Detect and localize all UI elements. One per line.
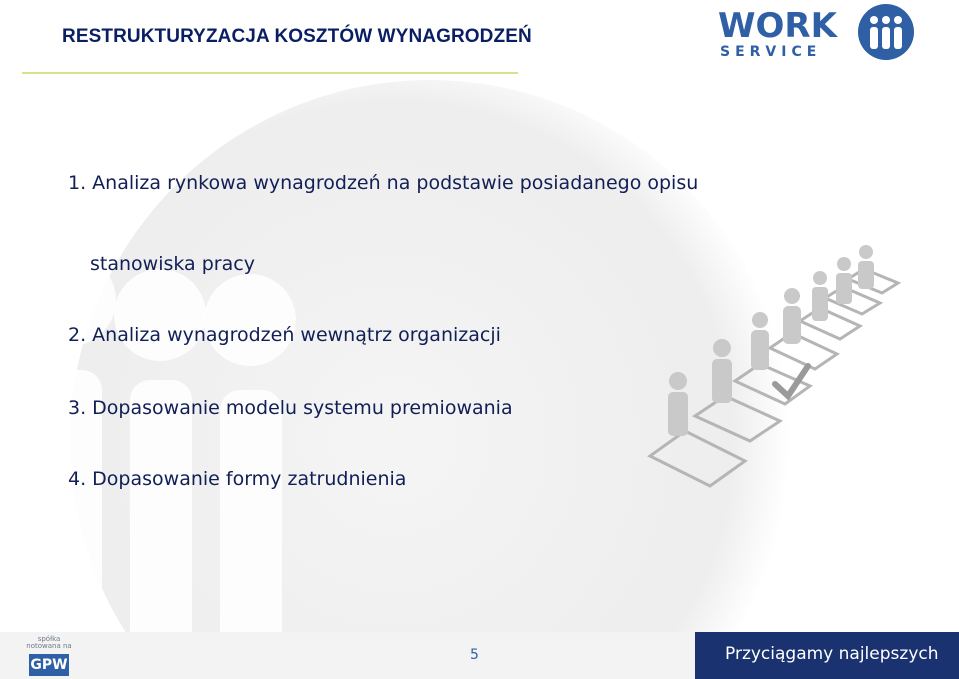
slide-title: RESTRUKTURYZACJA KOSZTÓW WYNAGRODZEŃ: [62, 26, 532, 47]
people-selection-illustration: [640, 236, 910, 491]
bullet-item-1: 1. Analiza rynkowa wynagrodzeń na podstawie posiadanego opisu: [68, 172, 699, 194]
work-service-logo: [716, 4, 916, 64]
logo-word-service: SERVICE: [720, 44, 822, 60]
page-number: 5: [470, 647, 479, 663]
logo-word-work: WORK: [718, 6, 837, 46]
bullet-item-3: 3. Dopasowanie modelu systemu premiowania: [68, 397, 513, 419]
gpw-caption: spółka notowana na: [26, 635, 72, 650]
gpw-label: GPW: [29, 654, 69, 676]
bullet-item-2: 2. Analiza wynagrodzeń wewnątrz organizacji: [68, 324, 501, 346]
bullet-item-1-continuation: stanowiska pracy: [90, 253, 255, 275]
title-divider: [22, 72, 518, 74]
bullet-item-4: 4. Dopasowanie formy zatrudnienia: [68, 468, 407, 490]
tagline-text: Przyciągamy najlepszych: [725, 644, 939, 664]
gpw-badge: [24, 636, 74, 678]
tagline-banner: [695, 632, 959, 679]
